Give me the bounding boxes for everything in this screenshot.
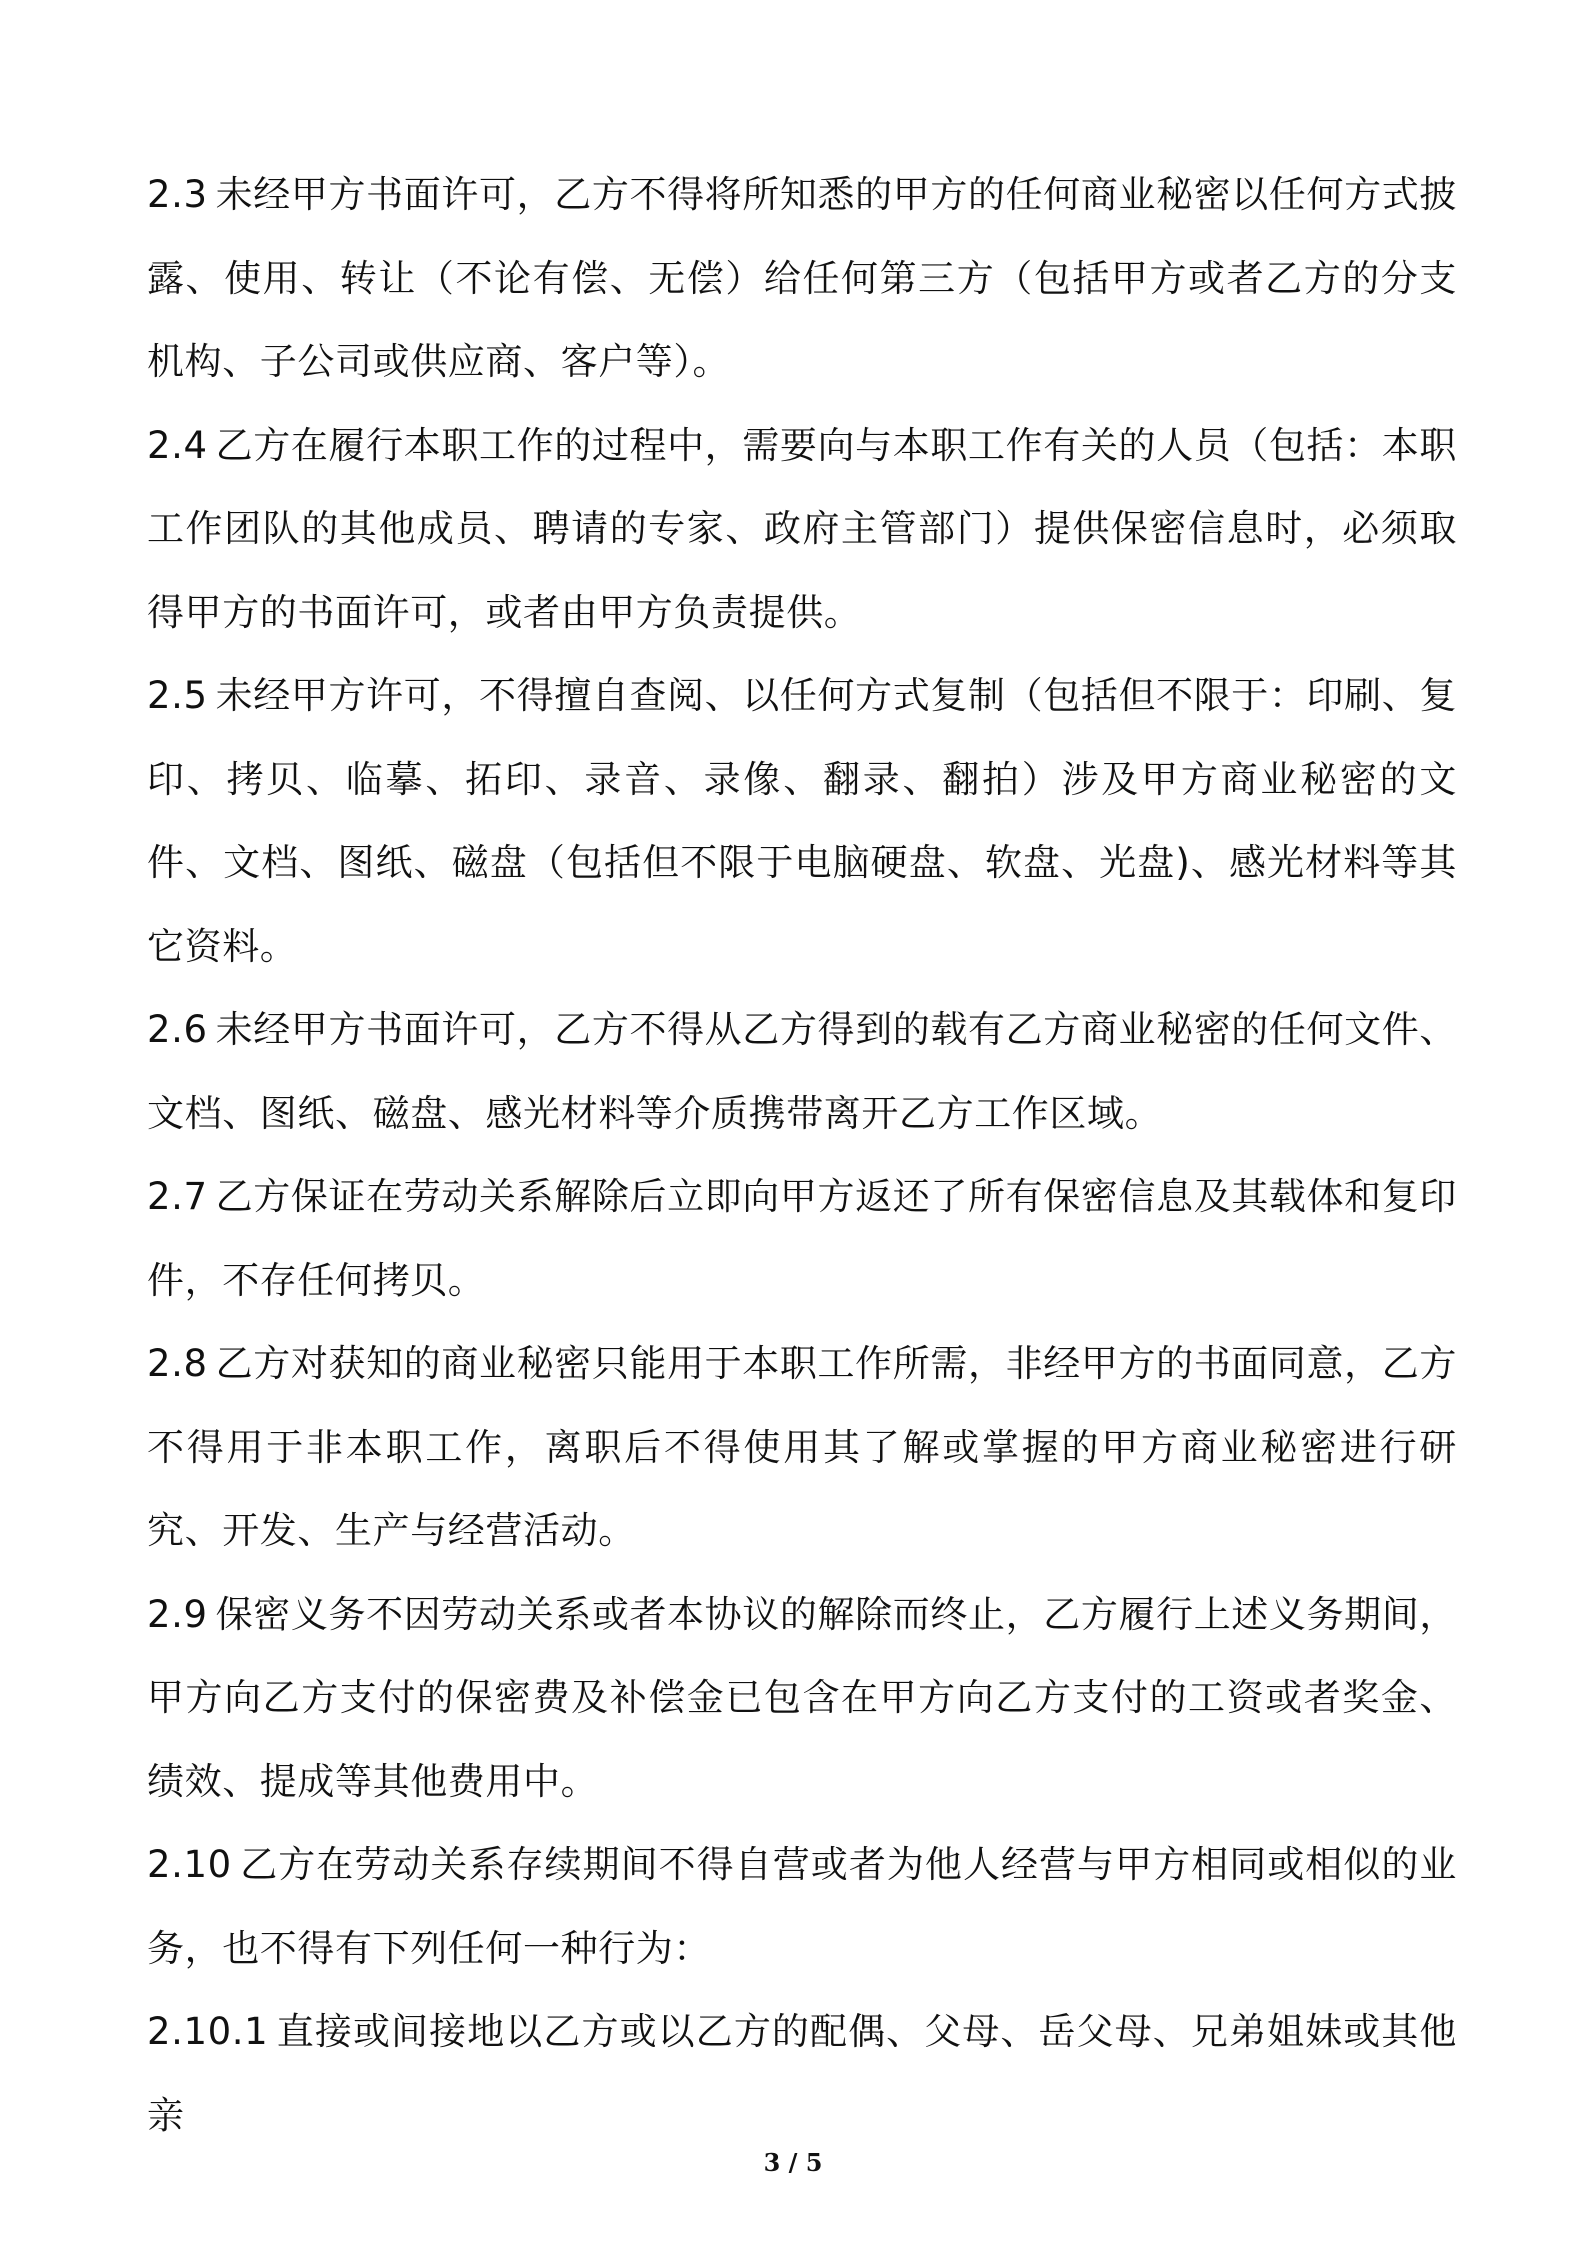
document-body: [147, 153, 1457, 2157]
clause-text: 未经甲方许可，不得擅自查阅、以任何方式复制（包括但不限于：印刷、复印、拷贝、临摹、拓印、录音、录像、翻录、翻拍）涉及甲方商业秘密的文件、文档、图纸、磁盘（包括但不限于电脑硬盘、软盘、光盘)、感光材料等其它资料。: [147, 674, 1457, 968]
clause-2-6: [147, 988, 1457, 1155]
clause-text: 乙方在劳动关系存续期间不得自营或者为他人经营与甲方相同或相似的业务，也不得有下列任何一种行为：: [147, 1843, 1457, 1970]
clause-2-4: [147, 404, 1457, 655]
clause-text: 未经甲方书面许可，乙方不得从乙方得到的载有乙方商业秘密的任何文件、文档、图纸、磁盘、感光材料等介质携带离开乙方工作区域。: [147, 1008, 1457, 1135]
clause-2-5: [147, 654, 1457, 988]
clause-text: 未经甲方书面许可，乙方不得将所知悉的甲方的任何商业秘密以任何方式披露、使用、转让（不论有偿、无偿）给任何第三方（包括甲方或者乙方的分支机构、子公司或供应商、客户等）。: [147, 173, 1457, 383]
clause-number: 2.6: [147, 1008, 208, 1051]
clause-number: 2.7: [147, 1175, 208, 1218]
clause-2-3: [147, 153, 1457, 404]
clause-number: 2.9: [147, 1592, 208, 1636]
clause-2-10-1: [147, 1990, 1457, 2157]
clause-2-8: [147, 1322, 1457, 1573]
clause-number: 2.3: [147, 173, 208, 216]
clause-2-7: [147, 1155, 1457, 1322]
clause-text: 保密义务不因劳动关系或者本协议的解除而终止，乙方履行上述义务期间，甲方向乙方支付的保密费及补偿金已包含在甲方向乙方支付的工资或者奖金、绩效、提成等其他费用中。: [147, 1592, 1457, 1803]
clause-text: 直接或间接地以乙方或以乙方的配偶、父母、岳父母、兄弟姐妹或其他亲: [147, 2010, 1457, 2137]
clause-text: 乙方保证在劳动关系解除后立即向甲方返还了所有保密信息及其载体和复印件，不存任何拷贝。: [147, 1175, 1457, 1302]
clause-text: 乙方对获知的商业秘密只能用于本职工作所需，非经甲方的书面同意，乙方不得用于非本职工作，离职后不得使用其了解或掌握的甲方商业秘密进行研究、开发、生产与经营活动。: [147, 1342, 1457, 1552]
clause-number: 2.10: [147, 1843, 232, 1886]
clause-number: 2.5: [147, 674, 208, 717]
clause-2-10: [147, 1823, 1457, 1990]
clause-number: 2.10.1: [147, 2010, 269, 2053]
page-number: 3 / 5: [763, 2148, 823, 2177]
clause-number: 2.4: [147, 423, 208, 467]
clause-2-9: [147, 1573, 1457, 1824]
clause-text: 乙方在履行本职工作的过程中，需要向与本职工作有关的人员（包括：本职工作团队的其他成员、聘请的专家、政府主管部门）提供保密信息时，必须取得甲方的书面许可，或者由甲方负责提供。: [147, 423, 1457, 634]
clause-number: 2.8: [147, 1342, 208, 1385]
